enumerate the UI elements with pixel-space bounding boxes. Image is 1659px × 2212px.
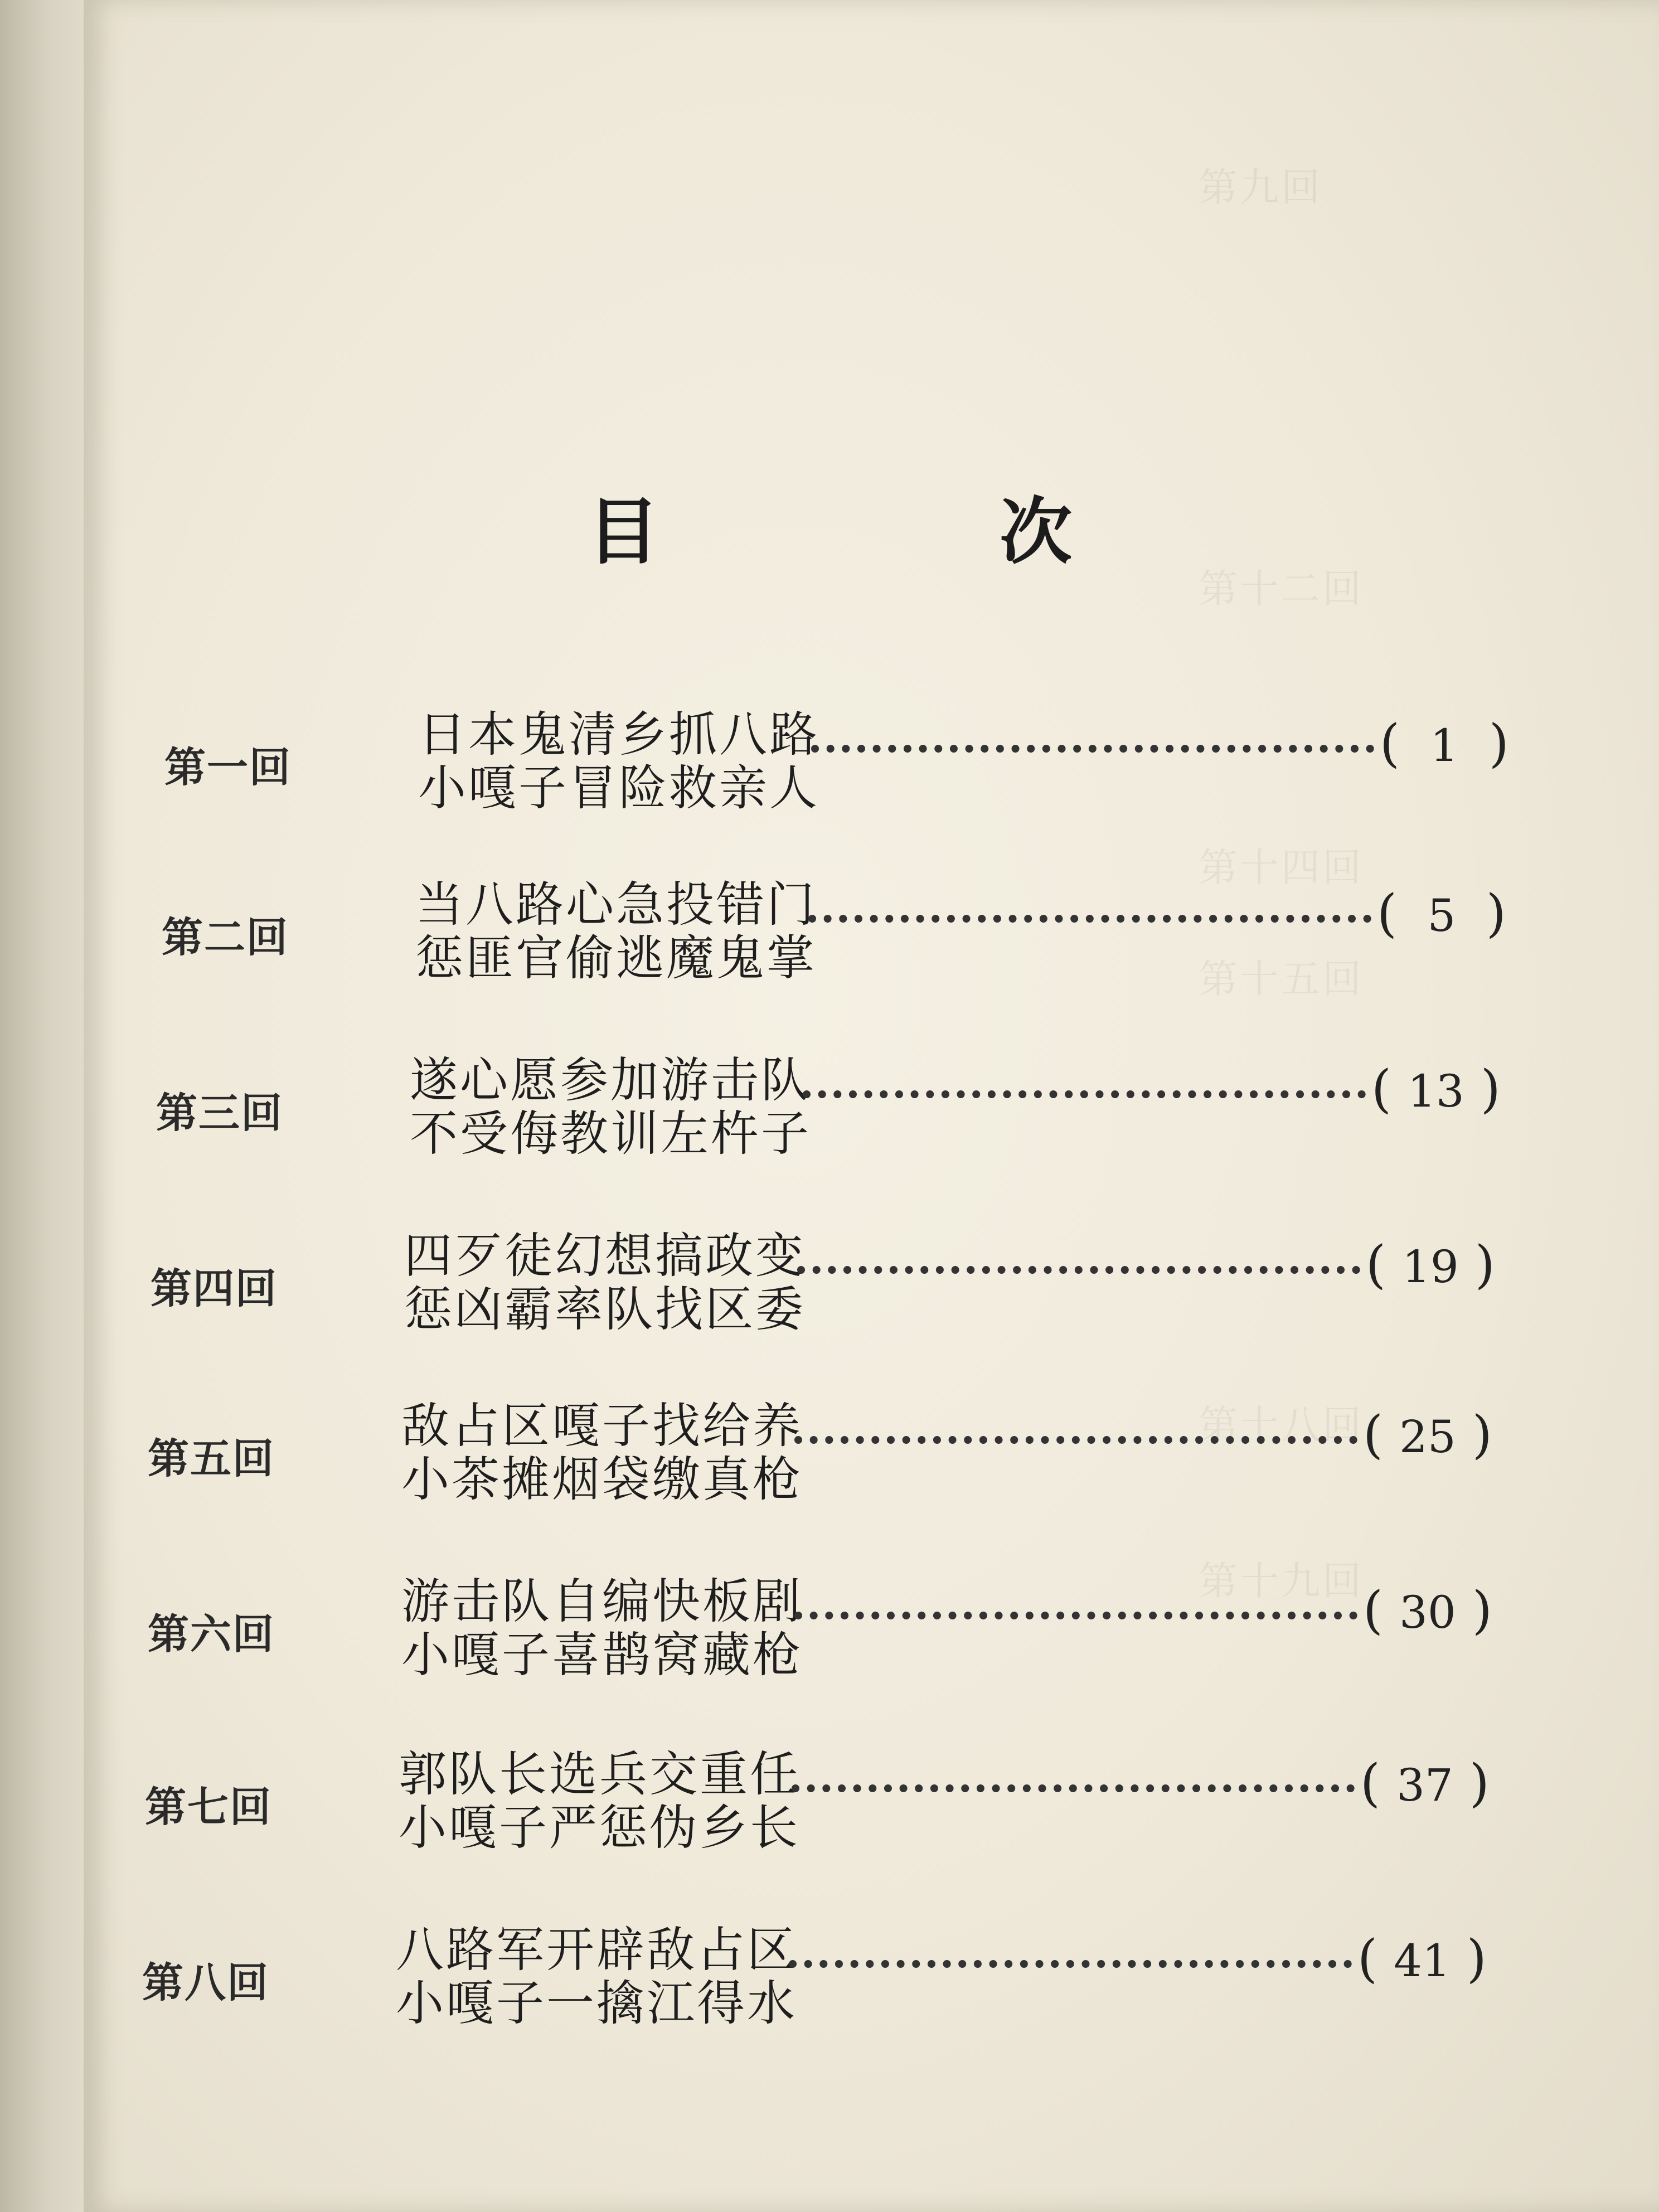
dot-leader: [789, 1934, 1352, 1968]
chapter-titles: [418, 708, 819, 815]
chapter-number: 第四回: [151, 1265, 278, 1313]
chapter-title-line: 小嘎子喜鹊窝藏枪: [401, 1627, 803, 1683]
chapter-number: 第三回: [156, 1089, 283, 1137]
bleed-through-text: 第十四回: [1199, 845, 1364, 890]
chapter-title-line: 当八路心急投错门: [415, 877, 817, 933]
dot-leader: [794, 1410, 1357, 1444]
chapter-titles: [410, 1054, 811, 1161]
page-number: ( 13 ): [1371, 1059, 1501, 1119]
chapter-titles: [401, 1575, 803, 1682]
bleed-through-text: 第十五回: [1199, 956, 1364, 1002]
dot-leader: [797, 1240, 1360, 1274]
bleed-through-text: 第九回: [1199, 164, 1322, 210]
chapter-title-line: 郭队长选兵交重任: [399, 1747, 800, 1802]
page-number: ( 25 ): [1363, 1405, 1492, 1464]
chapter-title-line: 八路军开辟敌占区: [396, 1922, 797, 1978]
chapter-title-line: 小嘎子一擒江得水: [396, 1976, 797, 2031]
chapter-titles: [415, 878, 817, 985]
chapter-title-line: 敌占区嘎子找给养: [401, 1398, 803, 1454]
page-number: ( 19 ): [1366, 1235, 1495, 1294]
chapter-title-line: 惩凶霸率队找区委: [404, 1282, 806, 1337]
chapter-title-line: 遂心愿参加游击队: [410, 1052, 811, 1108]
page-number: ( 30 ): [1363, 1580, 1492, 1640]
chapter-titles: [401, 1399, 803, 1506]
chapter-title-line: 日本鬼清乡抓八路: [418, 707, 819, 763]
dot-leader: [794, 1586, 1357, 1619]
dot-leader: [792, 1759, 1355, 1792]
chapter-title-line: 小茶摊烟袋缴真枪: [401, 1452, 803, 1507]
chapter-title-line: 小嘎子冒险救亲人: [418, 760, 819, 816]
chapter-title-line: 四歹徒幻想搞政变: [404, 1228, 806, 1284]
chapter-number: 第六回: [148, 1611, 275, 1658]
page-title: 目 次: [586, 489, 1206, 574]
chapter-title-line: 不受侮教训左杵子: [410, 1106, 811, 1162]
chapter-title-line: 游击队自编快板剧: [401, 1574, 803, 1629]
dot-leader: [811, 719, 1374, 753]
bleed-through-text: 第十九回: [1199, 1558, 1364, 1604]
chapter-number: 第七回: [145, 1783, 272, 1831]
chapter-titles: [404, 1229, 806, 1336]
chapter-number: 第五回: [148, 1435, 275, 1483]
bleed-through-text: 第十二回: [1199, 566, 1364, 612]
dot-leader: [803, 1065, 1366, 1098]
chapter-number: 第一回: [164, 744, 292, 792]
chapter-number: 第八回: [142, 1959, 269, 2007]
page-number: ( 5 ): [1377, 884, 1506, 943]
chapter-titles: [399, 1748, 800, 1855]
page-number: ( 1 ): [1380, 714, 1509, 773]
page-number: ( 37 ): [1360, 1753, 1490, 1813]
dot-leader: [808, 889, 1371, 923]
chapter-title-line: 小嘎子严惩伪乡长: [399, 1800, 800, 1856]
page-number: ( 41 ): [1357, 1929, 1487, 1988]
chapter-title-line: 惩匪官偷逃魔鬼掌: [415, 930, 817, 986]
bleed-through-text: 第十八回: [1199, 1402, 1364, 1448]
chapter-titles: [396, 1923, 797, 2030]
chapter-number: 第二回: [162, 914, 289, 962]
